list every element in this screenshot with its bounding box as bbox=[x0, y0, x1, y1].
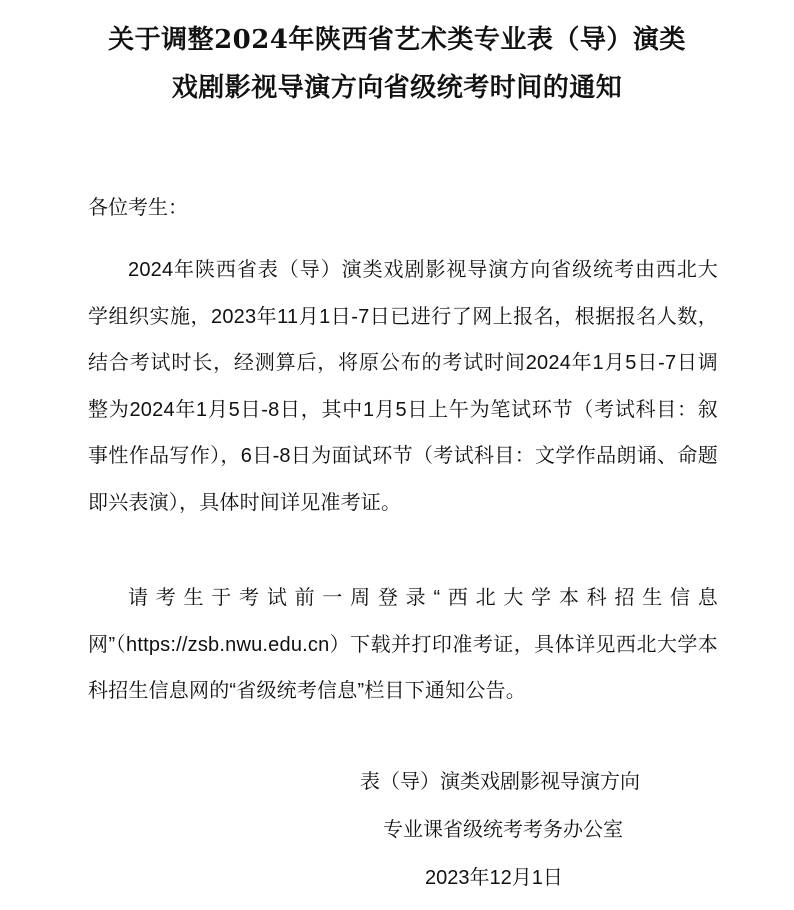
body-paragraph-1: 2024年陕西省表（导）演类戏剧影视导演方向省级统考由西北大学组织实施，2023年11月1日-7日已进行了网上报名，根据报名人数，结合考试时长，经测算后，将原公布的考试时间2024年1月5日-7日调整为2024年1月5日-8日，其中1月5日上午为笔试环节（考试科目：叙事性作品写作），6日-8日为面试环节（考试科目：文学作品朗诵、命题即兴表演），具体时间详见准考证。 bbox=[88, 259, 718, 514]
notice-title-line-1: 关于调整2024年陕西省艺术类专业表（导）演类 bbox=[108, 25, 686, 55]
signature-date: 2023年12月1日 bbox=[425, 867, 563, 889]
notice-title-line-2: 戏剧影视导演方向省级统考时间的通知 bbox=[171, 73, 623, 103]
signature-office-line-1: 表（导）演类戏剧影视导演方向 bbox=[360, 771, 640, 793]
salutation: 各位考生： bbox=[88, 197, 188, 219]
signature-office-line-2: 专业课省级统考考务办公室 bbox=[383, 819, 623, 841]
body-paragraph-2: 请考生于考试前一周登录“西北大学本科招生信息网”（https://zsb.nwu.edu.cn）下载并打印准考证，具体详见西北大学本科招生信息网的“省级统考信息”栏目下通知公告。 bbox=[88, 587, 718, 702]
